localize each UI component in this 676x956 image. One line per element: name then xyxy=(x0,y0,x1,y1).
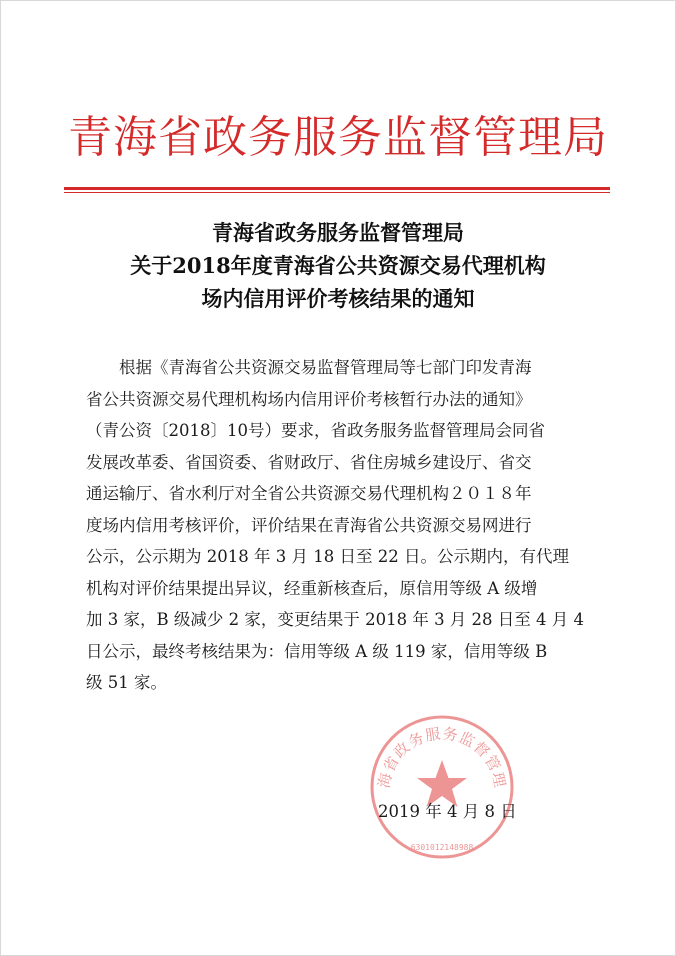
seal-text: 海省政务服务监督管理 xyxy=(374,724,510,790)
body-line: 根据《青海省公共资源交易监督管理局等七部门印发青海 xyxy=(119,358,532,377)
official-seal xyxy=(367,712,517,862)
issue-date: 2019 年 4 月 8 日 xyxy=(378,802,517,821)
title-line-2: 关于2018年度青海省公共资源交易代理机构 xyxy=(130,253,546,278)
body-line: （青公资〔2018〕10号）要求，省政务服务监督管理局会同省 xyxy=(86,421,545,440)
body-line: 级 51 家。 xyxy=(86,673,167,692)
body-line: 加 3 家，B 级减少 2 家，变更结果于 2018 年 3 月 28 日至 4 月 4 xyxy=(86,610,585,629)
letterhead-title: 青海省政务服务监督管理局 xyxy=(68,112,608,163)
body-line: 日公示，最终考核结果为：信用等级 A 级 119 家，信用等级 B xyxy=(86,641,548,661)
body-line: 公示，公示期为 2018 年 3 月 18 日至 22 日。公示期内，有代理 xyxy=(86,547,569,566)
body-line: 发展改革委、省国资委、省财政厅、省住房城乡建设厅、省交 xyxy=(86,452,532,472)
letterhead-red-rule-thin xyxy=(64,192,610,193)
title-line-3: 场内信用评价考核结果的通知 xyxy=(201,286,475,311)
body-line: 机构对评价结果提出异议，经重新核查后，原信用等级 A 级增 xyxy=(86,578,538,598)
body-line: 度场内信用考核评价，评价结果在青海省公共资源交易网进行 xyxy=(86,515,532,535)
notice-body xyxy=(86,352,586,699)
body-line: 省公共资源交易代理机构场内信用评价考核暂行办法的通知》 xyxy=(86,389,532,409)
body-line: 通运输厅、省水利厅对全省公共资源交易代理机构２０１８年 xyxy=(86,484,532,503)
notice-title xyxy=(40,216,636,315)
title-line-1: 青海省政务服务监督管理局 xyxy=(212,220,464,245)
seal-number: 6301012148988 xyxy=(410,843,474,852)
seal-graphic xyxy=(367,712,517,862)
letterhead-red-rule xyxy=(64,187,610,190)
